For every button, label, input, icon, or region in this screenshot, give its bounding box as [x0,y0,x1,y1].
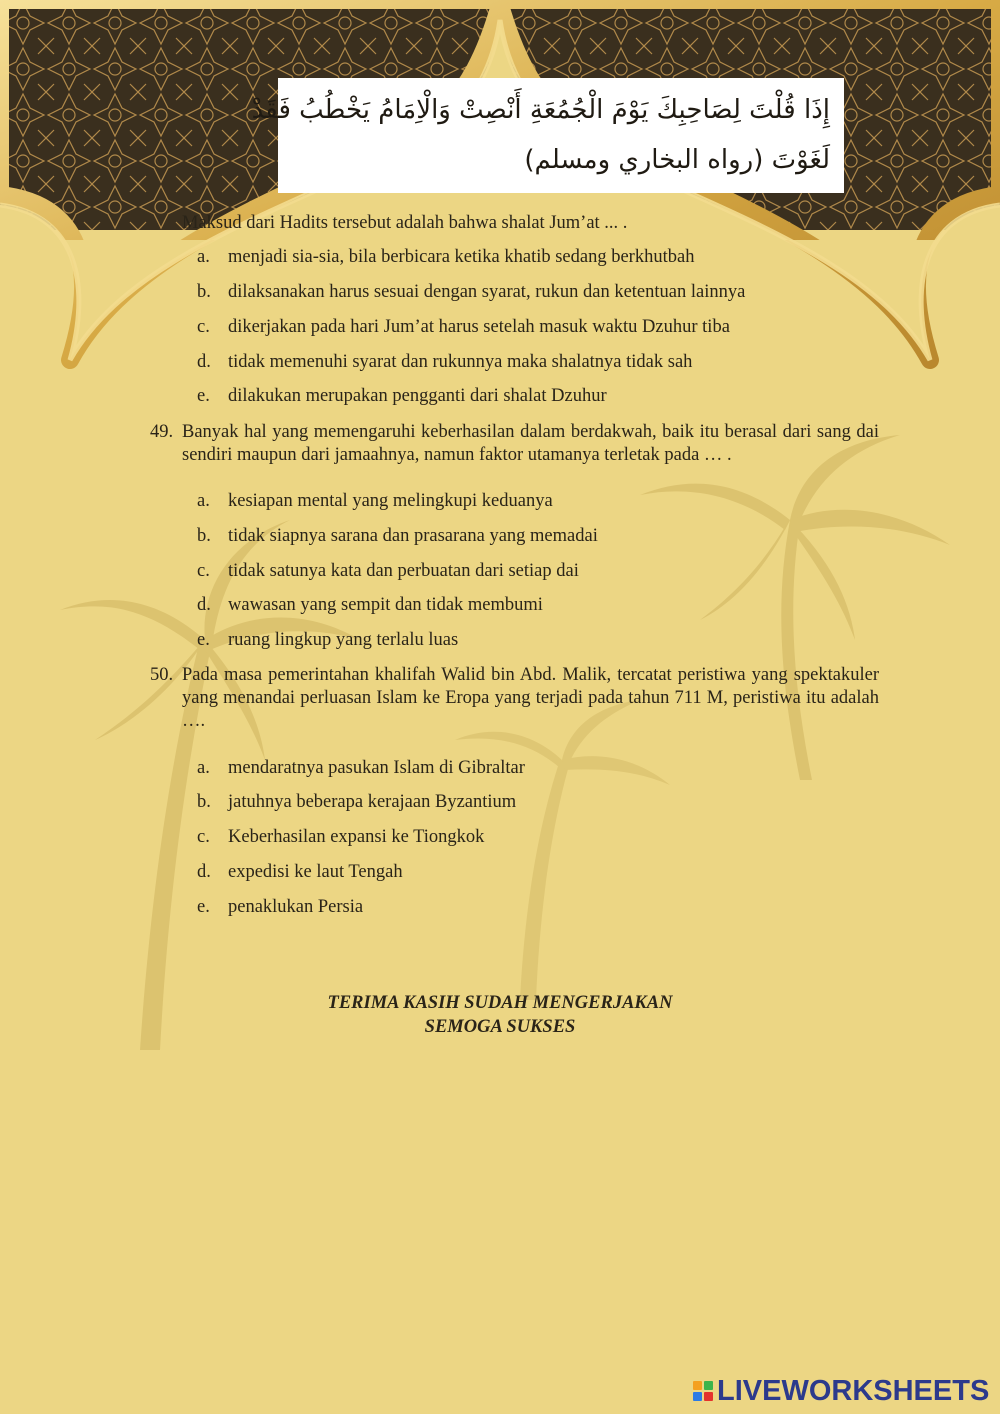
question-49-option-c[interactable] [197,560,579,583]
question-49-option-b[interactable] [197,525,598,548]
hadith-line-1: إِذَا قُلْتَ لِصَاحِبِكَ يَوْمَ الْجُمُعَةِ أَنْصِتْ وَالْاِمَامُ يَخْطُبُ فَقَدْ [251,95,830,125]
logo-square [693,1392,702,1401]
logo-square [704,1392,713,1401]
option-letter: b. [197,526,211,546]
question-49-option-a[interactable] [197,490,553,513]
option-text: dilaksanakan harus sesuai dengan syarat, rukun dan ketentuan lainnya [228,282,746,302]
question-48-option-c[interactable] [197,316,730,339]
question-48-option-b[interactable] [197,281,745,304]
closing-line-1: TERIMA KASIH SUDAH MENGERJAKAN [327,993,673,1013]
question-49-option-e[interactable] [197,629,458,652]
liveworksheets-logo[interactable] [693,1374,989,1408]
question-50-option-e[interactable] [197,896,363,919]
question-48-option-d[interactable] [197,351,692,374]
option-letter: d. [197,595,211,615]
option-text: kesiapan mental yang melingkupi keduanya [228,491,553,511]
option-letter: b. [197,792,211,812]
closing-line-2: SEMOGA SUKSES [424,1017,576,1037]
option-letter: a. [197,247,210,267]
question-48-stem: Maksud dari Hadits tersebut adalah bahwa shalat Jum’at ... . [182,213,628,233]
question-50-option-c[interactable] [197,826,484,849]
question-50-option-a[interactable] [197,757,525,780]
option-text: mendaratnya pasukan Islam di Gibraltar [228,758,525,778]
option-letter: b. [197,282,211,302]
option-text: expedisi ke laut Tengah [228,862,403,882]
logo-text: LIVEWORKSHEETS [717,1374,990,1407]
question-48-option-e[interactable] [197,385,607,408]
question-50-option-b[interactable] [197,791,516,814]
option-letter: c. [197,827,210,847]
option-text: ruang lingkup yang terlalu luas [228,630,459,650]
question-49-stem: Banyak hal yang memengaruhi keberhasilan dalam berdakwah, baik itu berasal dari sang dai sendiri maupun dari jamaahnya, namun faktor utamanya terletak pada … . [182,422,879,465]
question-49-number: 49. [150,422,174,442]
hadith-line-2: لَغَوْتَ (رواه البخاري ومسلم) [524,145,830,175]
option-text: penaklukan Persia [228,897,364,917]
option-text: Keberhasilan expansi ke Tiongkok [228,827,485,847]
option-letter: a. [197,758,210,778]
option-text: tidak siapnya sarana dan prasarana yang memadai [228,526,598,546]
option-text: jatuhnya beberapa kerajaan Byzantium [228,792,517,812]
logo-square [704,1381,713,1390]
option-letter: e. [197,386,210,406]
option-letter: d. [197,862,211,882]
logo-square [693,1381,702,1390]
question-50-stem: Pada masa pemerintahan khalifah Walid bin Abd. Malik, tercatat peristiwa yang spektakuler yang menandai perluasan Islam ke Eropa yang terjadi pada tahun 711 M, peristiwa itu adalah …. [182,665,879,731]
question-50-number: 50. [150,665,174,685]
option-text: dilakukan merupakan pengganti dari shalat Dzuhur [228,386,607,406]
option-letter: e. [197,630,210,650]
logo-squares-icon [693,1381,713,1401]
question-48-option-a[interactable] [197,246,694,269]
option-letter: c. [197,317,210,337]
option-letter: a. [197,491,210,511]
question-50-option-d[interactable] [197,861,403,884]
option-text: tidak satunya kata dan perbuatan dari setiap dai [228,561,579,581]
option-letter: e. [197,897,210,917]
option-letter: c. [197,561,210,581]
option-text: dikerjakan pada hari Jum’at harus setelah masuk waktu Dzuhur tiba [228,317,730,337]
option-text: menjadi sia-sia, bila berbicara ketika khatib sedang berkhutbah [228,247,695,267]
option-text: wawasan yang sempit dan tidak membumi [228,595,543,615]
question-49-option-d[interactable] [197,594,543,617]
option-letter: d. [197,352,211,372]
option-text: tidak memenuhi syarat dan rukunnya maka shalatnya tidak sah [228,352,693,372]
